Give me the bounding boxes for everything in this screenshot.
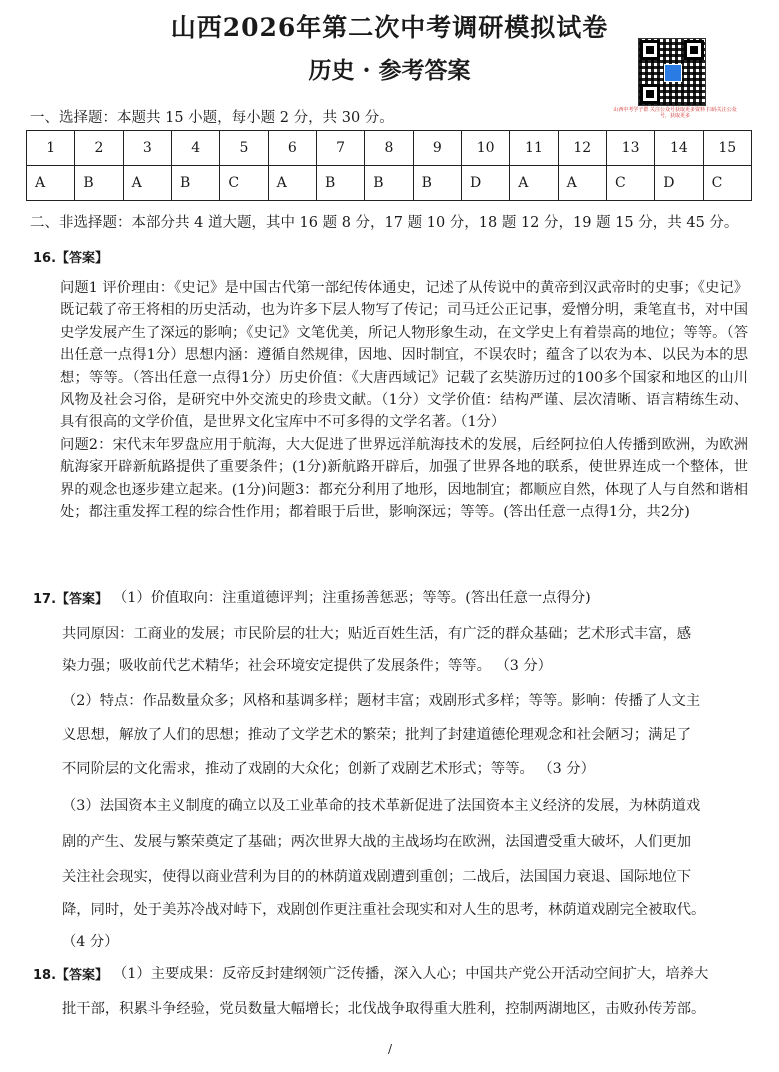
- q16-paragraph-2: 问题2：宋代末年罗盘应用于航海，大大促进了世界远洋航海技术的发展，后经阿拉伯人传播到欧洲，为欧洲航海家开辟新航路提供了重要条件；(1分)新航路开辟后，加强了世界各地的联系，使世界连成一个整体，世界的观念也逐步建立起来。(1分)问题3：都充分利用了地形，因地制宜；都顺应自然，体现了人与自然和谐相处；都注重发挥工程的综合性作用；都着眼于后世，影响深远；等等。(答出任意一点得1分，共2分): [60, 436, 748, 521]
- q17-line: 不同阶层的文化需求，推动了戏剧的大众化；创新了戏剧艺术形式；等等。 （3 分）: [62, 761, 595, 777]
- section1-heading: 一、选择题：本题共 15 小题，每小题 2 分，共 30 分。: [30, 110, 394, 126]
- question-number-cell: 13: [606, 131, 654, 166]
- qr-code-image[interactable]: [638, 38, 706, 106]
- q17-line: （3）法国资本主义制度的确立以及工业革命的技术革新促进了法国资本主义经济的发展，为林荫道戏: [62, 798, 701, 814]
- answer-cell: A: [27, 166, 75, 201]
- answer-cell: A: [558, 166, 606, 201]
- answer-cell: B: [171, 166, 219, 201]
- q17-line: 共同原因：工商业的发展；市民阶层的壮大；贴近百姓生活，有广泛的群众基础；艺术形式丰富，感: [62, 626, 692, 642]
- q16-answer: [60, 277, 748, 523]
- answer-cell: B: [316, 166, 364, 201]
- answer-cell: A: [510, 166, 558, 201]
- answer-table-number-row: [27, 131, 752, 166]
- answer-cell: C: [703, 166, 751, 201]
- q17-line: （4 分）: [62, 934, 119, 950]
- question-number-cell: 12: [558, 131, 606, 166]
- answer-cell: B: [75, 166, 123, 201]
- answer-cell: B: [413, 166, 461, 201]
- q16-label: 16.【答案】: [33, 251, 109, 266]
- page-subtitle: 历史 · 参考答案: [308, 57, 471, 84]
- question-number-cell: 10: [461, 131, 509, 166]
- q17-line: 降，同时，处于美苏冷战对峙下，戏剧创作更注重社会现实和对人生的思考，林荫道戏剧完全被取代。: [62, 902, 706, 918]
- answer-cell: C: [220, 166, 268, 201]
- question-number-cell: 7: [316, 131, 364, 166]
- question-number-cell: 6: [268, 131, 316, 166]
- answer-cell: D: [461, 166, 509, 201]
- section2-heading: 二、非选择题：本部分共 4 道大题，其中 16 题 8 分，17 题 10 分，18 题 12 分，19 题 15 分，共 45 分。: [30, 215, 739, 231]
- answer-cell: D: [655, 166, 703, 201]
- qr-caption: 山西中考学子群 关注公众号获取更多资料 扫码关注公众号，获取更多: [613, 107, 737, 119]
- page-number: /: [388, 1042, 393, 1056]
- q17-line: 义思想，解放了人们的思想；推动了文学艺术的繁荣；批判了封建道德伦理观念和社会陋习；满足了: [62, 727, 692, 743]
- question-number-cell: 14: [655, 131, 703, 166]
- question-number-cell: 9: [413, 131, 461, 166]
- q16-paragraph-1: 问题1 评价理由：《史记》是中国古代第一部纪传体通史，记述了从传说中的黄帝到汉武帝时的史事；《史记》既记载了帝王将相的历史活动，也为许多下层人物写了传记；司马迁公正记事，爱憎分明，秉笔直书，对中国史学发展产生了深远的影响；《史记》文笔优美，所记人物形象生动，在文学史上有着崇高的地位；等等。（答出任意一点得1分）思想内涵：遵循自然规律，因地、因时制宜，不误农时；蕴含了以农为本、以民为本的思想；等等。（答出任意一点得1分）历史价值：《大唐西域记》记载了玄奘游历过的100多个国家和地区的山川风物及社会习俗，是研究中外交流史的珍贵文献。（1分）文学价值：结构严谨、层次清晰、语言精练生动、具有很高的文学价值，是世界文化宝库中不可多得的文学名著。（1分）: [60, 280, 748, 431]
- q17-line: 染力强；吸收前代艺术精华；社会环境安定提供了发展条件；等等。 （3 分）: [62, 658, 552, 674]
- question-number-cell: 8: [365, 131, 413, 166]
- question-number-cell: 5: [220, 131, 268, 166]
- question-number-cell: 15: [703, 131, 751, 166]
- answer-cell: B: [365, 166, 413, 201]
- answer-table-answer-row: [27, 166, 752, 201]
- question-number-cell: 1: [27, 131, 75, 166]
- q17-line: （2）特点：作品数量众多；风格和基调多样；题材丰富；戏剧形式多样；等等。影响：传播了人文主: [62, 693, 701, 709]
- question-number-cell: 2: [75, 131, 123, 166]
- page-title: 山西2026年第二次中考调研模拟试卷: [170, 13, 609, 42]
- answer-table: [26, 130, 752, 201]
- answer-cell: A: [123, 166, 171, 201]
- q18-label: 18.【答案】: [33, 968, 109, 983]
- answer-cell: A: [268, 166, 316, 201]
- q17-line: 剧的产生、发展与繁荣奠定了基础；两次世界大战的主战场均在欧洲，法国遭受重大破坏，人们更加: [62, 834, 692, 850]
- q17-label: 17.【答案】: [33, 592, 109, 607]
- question-number-cell: 4: [171, 131, 219, 166]
- q17-line: 关注社会现实，使得以商业营利为目的的林荫道戏剧遭到重创；二战后，法国国力衰退、国际地位下: [62, 869, 692, 885]
- q18-line: （1）主要成果：反帝反封建纲领广泛传播，深入人心；中国共产党公开活动空间扩大，培养大: [113, 966, 709, 982]
- question-number-cell: 11: [510, 131, 558, 166]
- answer-cell: C: [606, 166, 654, 201]
- qr-logo-icon: [664, 64, 682, 82]
- q18-line: 批干部，积累斗争经验，党员数量大幅增长；北伐战争取得重大胜利，控制两湖地区，击败孙传芳部。: [62, 1001, 706, 1017]
- question-number-cell: 3: [123, 131, 171, 166]
- q17-line: （1）价值取向：注重道德评判；注重扬善惩恶；等等。(答出任意一点得分): [113, 590, 591, 606]
